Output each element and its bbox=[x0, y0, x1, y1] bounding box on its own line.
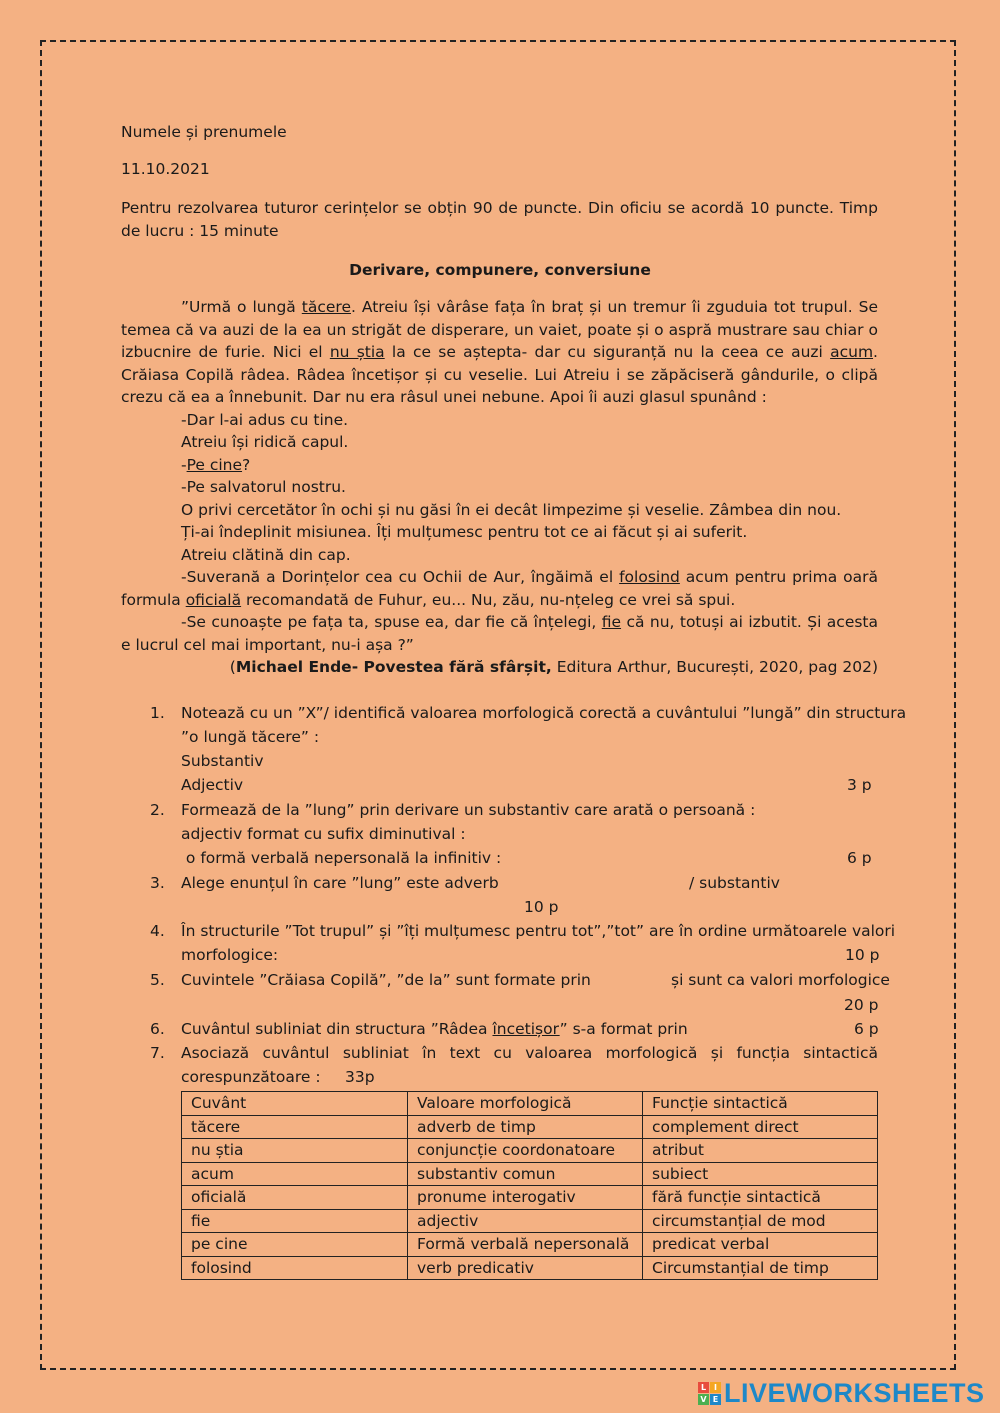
question-3-text: / substantiv bbox=[689, 874, 780, 892]
question-number: 6. bbox=[150, 1020, 165, 1038]
dialogue-line: Ți-ai îndeplinit misiunea. Îți mulțumesc pentru tot ce ai făcut și ai suferit. bbox=[181, 523, 748, 541]
points: 6 p bbox=[847, 849, 872, 867]
dialogue-line: O privi cercetător în ochi și nu găsi în ei decât limpezime și veselie. Zâmbea din nou. bbox=[181, 501, 842, 519]
table-cell-syntactic-function[interactable]: complement direct bbox=[643, 1115, 878, 1139]
table-cell-word[interactable]: tăcere bbox=[182, 1115, 408, 1139]
dialogue-line: -Pe cine? bbox=[181, 456, 251, 474]
text-paragraph-1: ”Urmă o lungă tăcere. Atreiu își vârâse fața în braț și un tremur îi zguduia tot trupul. Se temea că va auzi de la ea un strigăt de disperare, un vaiet, poate și o aspră mustrare sau chiar o izbucnire de furie. Nici el nu știa la ce se aștepta- dar cu siguranță nu la ceea ce auzi acum. Crăiasa Copilă râdea. Râdea încetișor și cu veselie. Lui Atreiu i se zăpăciseră gândurile, o clipă crezu că ea a înnebunit. Dar nu era râsul unei nebune. Apoi îi auzi glasul spunând : bbox=[121, 298, 878, 406]
table-header-row bbox=[182, 1092, 878, 1116]
question-7-text: Asociază cuvântul subliniat în text cu valoarea morfologică și funcția sintactică bbox=[181, 1044, 878, 1062]
table-row bbox=[182, 1233, 878, 1257]
underlined-word-folosind: folosind bbox=[619, 568, 680, 586]
question-4-text: În structurile ”Tot trupul” și ”îți mulțumesc pentru tot”,”tot” are în ordine următoarele valori bbox=[181, 922, 896, 940]
table-cell-word[interactable]: nu știa bbox=[182, 1139, 408, 1163]
logo-text: LIVEWORKSHEETS bbox=[724, 1378, 985, 1408]
answer-option-adjectiv[interactable]: Adjectiv bbox=[181, 776, 244, 794]
table-cell-syntactic-function[interactable]: subiect bbox=[643, 1162, 878, 1186]
logo-mark-icon: L I V E bbox=[698, 1382, 721, 1405]
table-cell-morphological-value[interactable]: verb predicativ bbox=[408, 1256, 643, 1280]
question-7-text: corespunzătoare : bbox=[181, 1068, 321, 1086]
name-label: Numele și prenumele bbox=[121, 123, 287, 141]
question-1-text: Notează cu un ”X”/ identifică valoarea morfologică corectă a cuvântului ”lungă” din structura bbox=[181, 704, 907, 722]
table-row bbox=[182, 1139, 878, 1163]
answer-option-substantiv[interactable]: Substantiv bbox=[181, 752, 264, 770]
table-cell-morphological-value[interactable]: adjectiv bbox=[408, 1209, 643, 1233]
question-number: 7. bbox=[150, 1044, 165, 1062]
table-header-cell: Valoare morfologică bbox=[408, 1092, 643, 1116]
table-row bbox=[182, 1209, 878, 1233]
table-cell-morphological-value[interactable]: Formă verbală nepersonală bbox=[408, 1233, 643, 1257]
underlined-word-tacere: tăcere bbox=[301, 298, 351, 316]
table-row bbox=[182, 1162, 878, 1186]
points: 33p bbox=[345, 1068, 375, 1086]
table-cell-syntactic-function[interactable]: atribut bbox=[643, 1139, 878, 1163]
question-number: 4. bbox=[150, 922, 165, 940]
question-2-text: o formă verbală nepersonală la infinitiv : bbox=[181, 849, 502, 867]
question-6-text: Cuvântul subliniat din structura ”Râdea încetișor” s-a format prin bbox=[181, 1020, 688, 1038]
table-header-cell: Cuvânt bbox=[182, 1092, 408, 1116]
table-cell-syntactic-function[interactable]: circumstanțial de mod bbox=[643, 1209, 878, 1233]
table-row bbox=[182, 1256, 878, 1280]
table-cell-morphological-value[interactable]: conjuncție coordonatoare bbox=[408, 1139, 643, 1163]
table-cell-syntactic-function[interactable]: fără funcție sintactică bbox=[643, 1186, 878, 1210]
question-4-text: morfologice: bbox=[181, 946, 279, 964]
table-cell-morphological-value[interactable]: pronume interogativ bbox=[408, 1186, 643, 1210]
question-2-text: adjectiv format cu sufix diminutival : bbox=[181, 825, 466, 843]
dialogue-line: Atreiu clătină din cap. bbox=[181, 546, 351, 564]
text-paragraph-3: -Se cunoaște pe fața ta, spuse ea, dar fie că înțelegi, fie că nu, totuși ai izbutit. Și acesta e lucrul cel mai important, nu-i așa ?” bbox=[121, 613, 879, 654]
table-cell-word[interactable]: acum bbox=[182, 1162, 408, 1186]
table-cell-morphological-value[interactable]: substantiv comun bbox=[408, 1162, 643, 1186]
underlined-word-nu-stia: nu știa bbox=[329, 343, 385, 361]
underlined-word-fie: fie bbox=[601, 613, 622, 631]
text-paragraph-2: -Suverană a Dorințelor cea cu Ochii de Aur, îngăimă el folosind acum pentru prima oară formula oficială recomandată de Fuhur, eu... Nu, zău, nu-nțeleg ce vrei să spui. bbox=[121, 568, 879, 609]
question-number: 5. bbox=[150, 971, 165, 989]
points: 20 p bbox=[844, 996, 879, 1014]
underlined-word-incetisor: încetișor bbox=[492, 1020, 560, 1038]
table-header-cell: Funcție sintactică bbox=[643, 1092, 878, 1116]
table-row bbox=[182, 1186, 878, 1210]
table-cell-word[interactable]: pe cine bbox=[182, 1233, 408, 1257]
instructions: Pentru rezolvarea tuturor cerințelor se obțin 90 de puncte. Din oficiu se acordă 10 puncte. Timp de lucru : 15 minute bbox=[121, 199, 878, 240]
dialogue-line: -Pe salvatorul nostru. bbox=[181, 478, 346, 496]
dialogue-line: -Dar l-ai adus cu tine. bbox=[181, 411, 349, 429]
table-cell-morphological-value[interactable]: adverb de timp bbox=[408, 1115, 643, 1139]
date: 11.10.2021 bbox=[121, 160, 210, 178]
points: 10 p bbox=[845, 946, 880, 964]
association-table bbox=[181, 1091, 878, 1280]
page-title: Derivare, compunere, conversiune bbox=[349, 261, 651, 279]
table-row bbox=[182, 1115, 878, 1139]
question-5-text: și sunt ca valori morfologice bbox=[671, 971, 890, 989]
underlined-word-oficiala: oficială bbox=[185, 590, 242, 609]
citation: (Michael Ende- Povestea fără sfârșit, Editura Arthur, București, 2020, pag 202) bbox=[229, 658, 878, 676]
table-cell-word[interactable]: folosind bbox=[182, 1256, 408, 1280]
dialogue-line: Atreiu își ridică capul. bbox=[181, 433, 349, 451]
question-number: 2. bbox=[150, 801, 165, 819]
points: 3 p bbox=[847, 776, 872, 794]
question-5-text: Cuvintele ”Crăiasa Copilă”, ”de la” sunt formate prin bbox=[181, 971, 591, 989]
points: 10 p bbox=[524, 898, 559, 916]
question-1-text: ”o lungă tăcere” : bbox=[181, 728, 320, 746]
underlined-word-pe-cine: Pe cine bbox=[186, 456, 243, 474]
points: 6 p bbox=[854, 1020, 879, 1038]
table-cell-word[interactable]: oficială bbox=[182, 1186, 408, 1210]
table-cell-syntactic-function[interactable]: predicat verbal bbox=[643, 1233, 878, 1257]
question-number: 3. bbox=[150, 874, 165, 892]
question-number: 1. bbox=[150, 704, 165, 722]
table-cell-word[interactable]: fie bbox=[182, 1209, 408, 1233]
question-3-text: Alege enunțul în care ”lung” este adverb bbox=[181, 874, 499, 892]
table-cell-syntactic-function[interactable]: Circumstanțial de timp bbox=[643, 1256, 878, 1280]
question-2-text: Formează de la ”lung” prin derivare un substantiv care arată o persoană : bbox=[181, 801, 756, 819]
underlined-word-acum: acum bbox=[830, 343, 874, 361]
liveworksheets-logo bbox=[698, 1378, 985, 1409]
